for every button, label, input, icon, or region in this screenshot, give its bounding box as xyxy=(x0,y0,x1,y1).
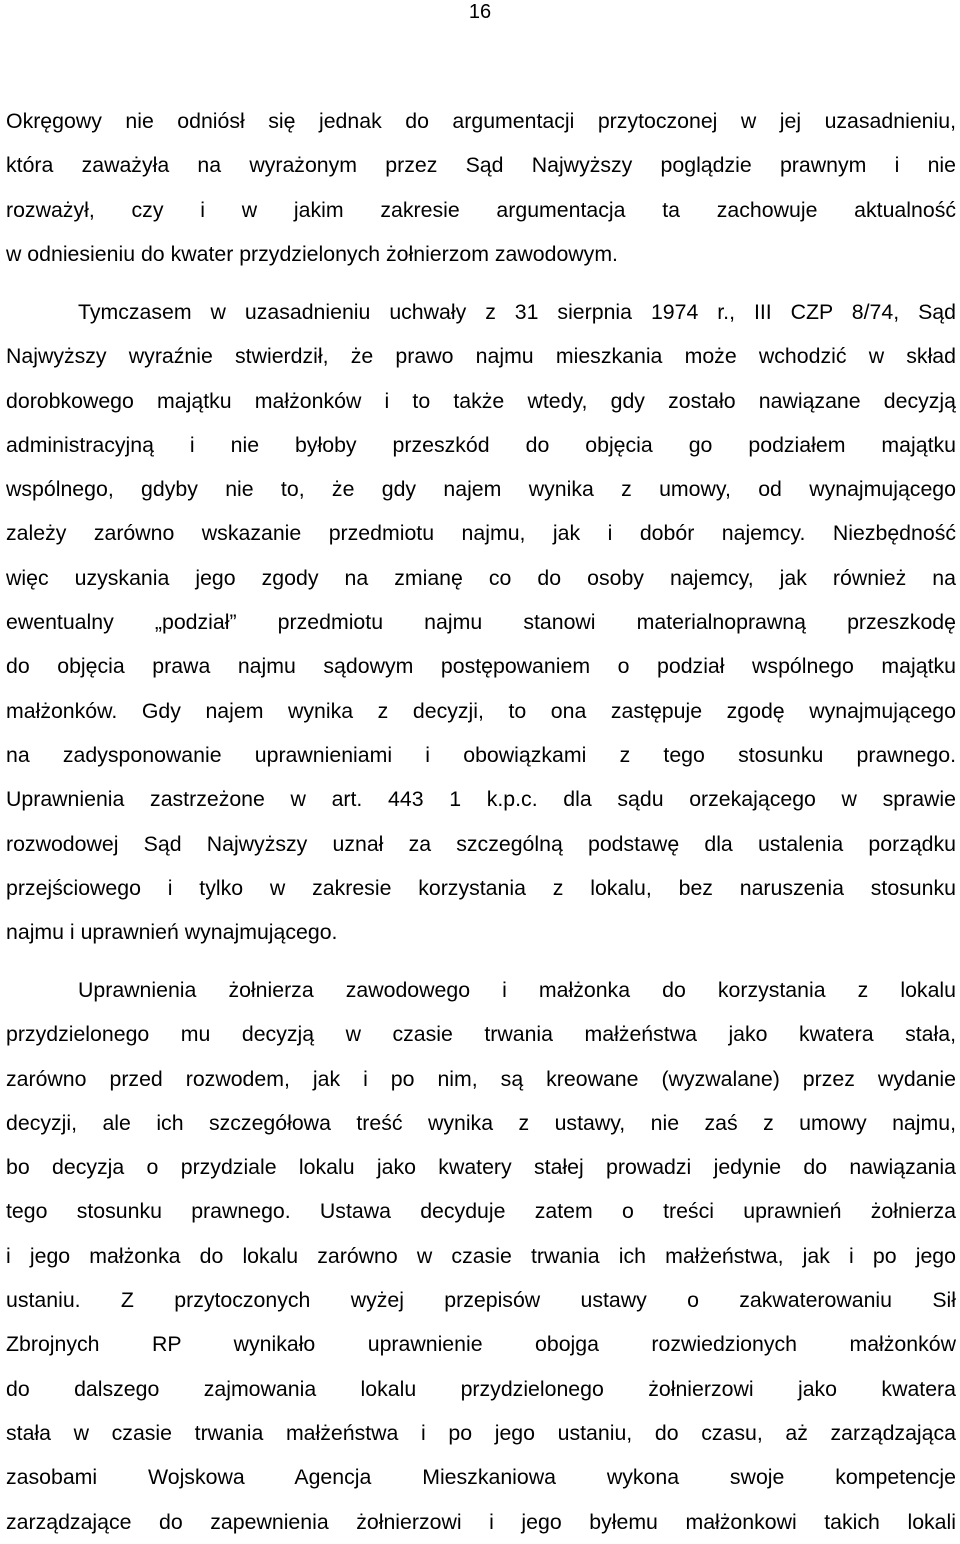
text-line: Okręgowy nie odniósł się jednak do argumentacji przytoczonej w jej uzasadnieniu, xyxy=(6,109,956,133)
text-line: do dalszego zajmowania lokalu przydzielonego żołnierzowi jako kwatera xyxy=(6,1376,956,1401)
text-line: i jego małżonka do lokalu zarówno w czasie trwania ich małżeństwa, jak i po jego xyxy=(6,1243,956,1268)
text-line: Uprawnienia żołnierza zawodowego i małżonka do korzystania z lokalu xyxy=(78,978,956,1002)
text-line: do objęcia prawa najmu sądowym postępowaniem o podział wspólnego majątku xyxy=(6,654,956,679)
text-line: najmu i uprawnień wynajmującego. xyxy=(6,920,338,945)
text-line: Tymczasem w uzasadnieniu uchwały z 31 sierpnia 1974 r., III CZP 8/74, Sąd xyxy=(78,300,956,324)
text-line: zarządzające do zapewnienia żołnierzowi i jego byłemu małżonkowi takich lokali xyxy=(6,1509,956,1534)
text-line: rozważył, czy i w jakim zakresie argumentacja ta zachowuje aktualność xyxy=(6,197,956,222)
text-line: decyzji, ale ich szczegółowa treść wynika z ustawy, nie zaś z umowy najmu, xyxy=(6,1110,956,1135)
text-line: małżonków. Gdy najem wynika z decyzji, to ona zastępuje zgodę wynajmującego xyxy=(6,698,956,723)
text-line: która zaważyła na wyrażonym przez Sąd Najwyższy poglądzie prawnym i nie xyxy=(6,153,956,178)
paragraph-uchwala xyxy=(6,290,956,954)
text-line: w odniesieniu do kwater przydzielonych żołnierzom zawodowym. xyxy=(6,241,618,266)
text-line: Najwyższy wyraźnie stwierdził, że prawo najmu mieszkania może wchodzić w skład xyxy=(6,344,956,369)
text-line: Zbrojnych RP wynikało uprawnienie obojga rozwiedzionych małżonków xyxy=(6,1332,956,1357)
paragraph-uprawnienia xyxy=(6,968,956,1544)
text-line: przydzielonego mu decyzją w czasie trwania małżeństwa jako kwatera stała, xyxy=(6,1022,956,1047)
text-line: tego stosunku prawnego. Ustawa decyduje zatem o treści uprawnień żołnierza xyxy=(6,1199,956,1224)
text-line: zarówno przed rozwodem, jak i po nim, są kreowane (wyzwalane) przez wydanie xyxy=(6,1066,956,1091)
text-line: administracyjną i nie byłoby przeszkód do objęcia go podziałem majątku xyxy=(6,432,956,457)
text-line: stała w czasie trwania małżeństwa i po jego ustaniu, do czasu, aż zarządzająca xyxy=(6,1420,956,1445)
page-number: 16 xyxy=(468,1,492,23)
text-line: zależy zarówno wskazanie przedmiotu najmu, jak i dobór najemcy. Niezbędność xyxy=(6,521,956,546)
text-line: na zadysponowanie uprawnieniami i obowiązkami z tego stosunku prawnego. xyxy=(6,742,956,767)
text-line: rozwodowej Sąd Najwyższy uznał za szczególną podstawę dla ustalenia porządku xyxy=(6,831,956,856)
text-line: ewentualny „podział” przedmiotu najmu stanowi materialnoprawną przeszkodę xyxy=(6,610,956,635)
text-line: wspólnego, gdyby nie to, że gdy najem wynika z umowy, od wynajmującego xyxy=(6,477,956,502)
text-line: zasobami Wojskowa Agencja Mieszkaniowa wykona swoje kompetencje xyxy=(6,1465,956,1490)
text-line: więc uzyskania jego zgody na zmianę co do osoby najemcy, jak również na xyxy=(6,565,956,590)
text-line: przejściowego i tylko w zakresie korzystania z lokalu, bez naruszenia stosunku xyxy=(6,875,956,900)
text-line: dorobkowego majątku małżonków i to także wtedy, gdy zostało nawiązane decyzją xyxy=(6,388,956,413)
paragraph-continuation xyxy=(6,99,956,276)
text-line: bo decyzja o przydziale lokalu jako kwatery stałej prowadzi jedynie do nawiązania xyxy=(6,1155,956,1180)
text-line: ustaniu. Z przytoczonych wyżej przepisów ustawy o zakwaterowaniu Sił xyxy=(6,1288,956,1313)
text-line: Uprawnienia zastrzeżone w art. 443 1 k.p.c. dla sądu orzekającego w sprawie xyxy=(6,787,956,812)
